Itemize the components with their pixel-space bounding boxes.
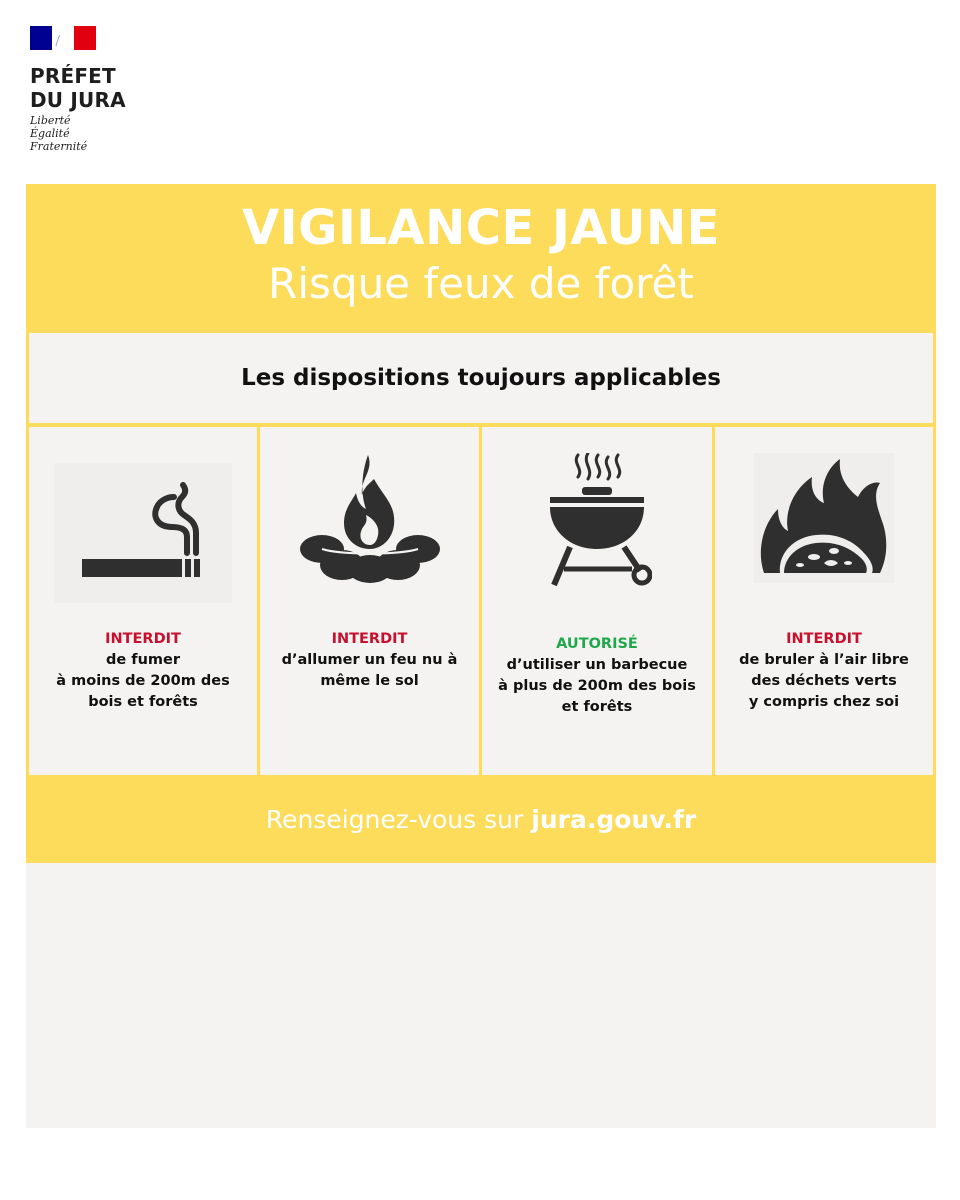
marianne-icon xyxy=(30,26,96,50)
rule-text-smoking xyxy=(35,629,251,713)
prefecture-name-line1: PRÉFET xyxy=(30,64,116,88)
campfire-icon-wrap xyxy=(260,453,479,603)
motto-egalite: Égalité xyxy=(30,127,70,140)
cigarette-icon xyxy=(54,463,232,603)
rule-description: de fumer à moins de 200m des bois et forêts xyxy=(56,652,230,710)
rule-text-barbecue xyxy=(488,634,706,718)
rule-card-burning-waste xyxy=(715,427,933,775)
footer-link[interactable]: jura.gouv.fr xyxy=(531,805,697,834)
prefecture-name xyxy=(30,64,170,112)
vigilance-subtitle: Risque feux de forêt xyxy=(268,259,694,308)
status-label: INTERDIT xyxy=(105,631,181,647)
rule-description: d’utiliser un barbecue à plus de 200m des bois et forêts xyxy=(498,657,696,715)
barbecue-icon-wrap xyxy=(482,453,712,603)
burning-waste-icon xyxy=(754,453,894,583)
rule-card-campfire xyxy=(260,427,479,775)
republic-motto xyxy=(30,114,170,153)
rule-card-barbecue xyxy=(482,427,712,775)
french-flag-icon xyxy=(30,26,96,50)
rule-text-burning-waste xyxy=(721,629,927,713)
motto-liberte: Liberté xyxy=(30,114,71,127)
burning-waste-icon-wrap xyxy=(715,453,933,603)
section-title: Les dispositions toujours applicables xyxy=(241,365,721,391)
rule-description: de bruler à l’air libre des déchets verts y compris chez soi xyxy=(739,652,909,710)
rules-grid xyxy=(26,330,936,776)
prefecture-name-line2: DU JURA xyxy=(30,88,126,112)
campfire-icon xyxy=(300,453,440,583)
footer-prefix: Renseignez-vous sur xyxy=(265,805,524,834)
section-heading xyxy=(29,333,933,423)
vigilance-poster xyxy=(26,184,936,1128)
prefecture-logo xyxy=(30,26,170,153)
barbecue-icon xyxy=(542,453,652,593)
poster-header xyxy=(26,184,936,330)
rule-card-smoking xyxy=(29,427,257,775)
rule-text-campfire xyxy=(266,629,473,692)
status-label: AUTORISÉ xyxy=(556,636,638,652)
poster-footer xyxy=(26,776,936,863)
rule-description: d’allumer un feu nu à même le sol xyxy=(281,652,458,689)
status-label: INTERDIT xyxy=(786,631,862,647)
cigarette-icon-wrap xyxy=(29,463,257,613)
vigilance-title: VIGILANCE JAUNE xyxy=(242,200,720,256)
status-label: INTERDIT xyxy=(331,631,408,647)
motto-fraternite: Fraternité xyxy=(30,140,88,153)
